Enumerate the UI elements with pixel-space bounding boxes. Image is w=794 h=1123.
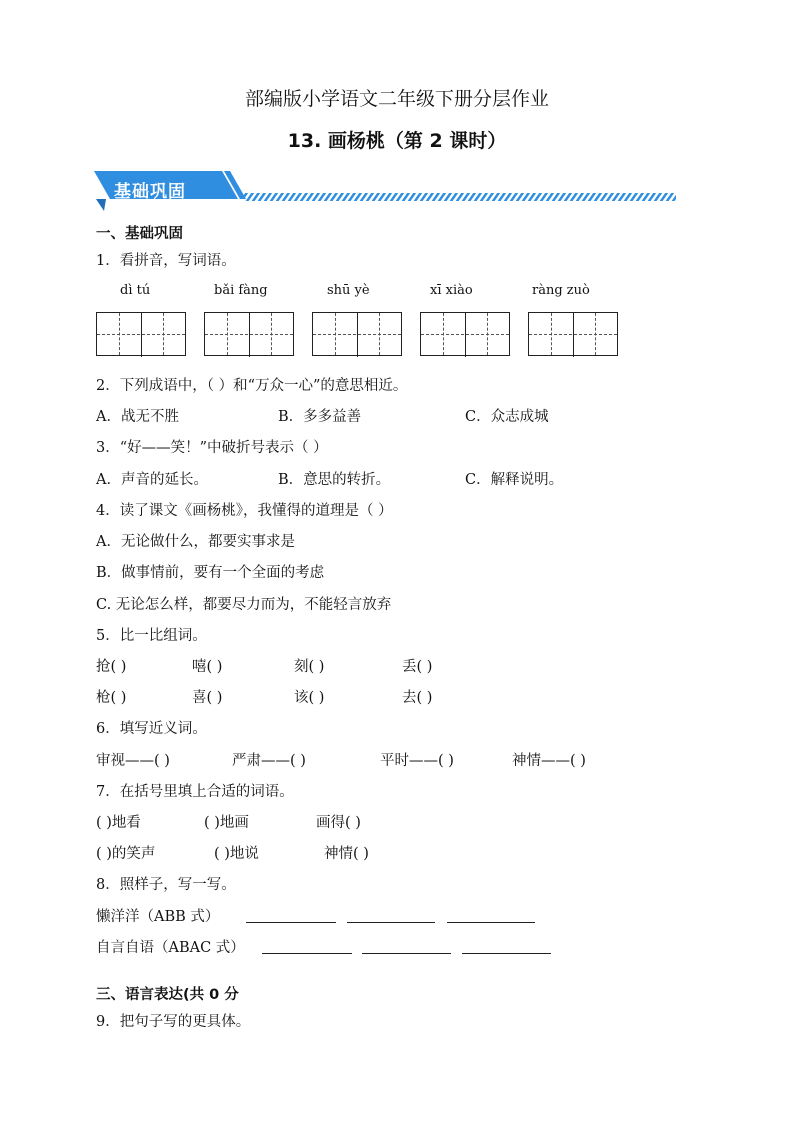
question-2-stem: 2．下列成语中，（ ）和“万众一心”的意思相近。	[96, 378, 408, 394]
writing-grid-2[interactable]	[204, 312, 294, 356]
question-8-stem: 8．照样子，写一写。	[96, 877, 236, 893]
compare-word-7[interactable]: 该( )	[294, 690, 325, 706]
synonym-item-3[interactable]: 平时——( )	[380, 753, 454, 769]
page-title: 部编版小学语文二年级下册分层作业	[244, 88, 549, 110]
question-7-stem: 7．在括号里填上合适的词语。	[96, 784, 294, 800]
question-3-stem: 3．“好——笑！”中破折号表示（ ）	[96, 440, 328, 456]
writing-grid-1[interactable]	[96, 312, 186, 356]
writing-grid-4[interactable]	[420, 312, 510, 356]
banner-label: 基础巩固	[114, 182, 186, 202]
fill-word-1[interactable]: ( )地看	[96, 815, 141, 831]
question-6-stem: 6．填写近义词。	[96, 721, 207, 737]
question-3-option-c[interactable]: C．解释说明。	[465, 472, 564, 488]
fill-word-4[interactable]: ( )的笑声	[96, 846, 156, 862]
question-9-stem: 9．把句子写的更具体。	[96, 1014, 251, 1030]
compare-word-2[interactable]: 嘻( )	[192, 659, 223, 675]
synonym-item-2[interactable]: 严肃——( )	[232, 753, 306, 769]
section-heading-expression: 三、语言表达(共 0 分	[96, 987, 239, 1003]
compare-word-3[interactable]: 刻( )	[294, 659, 325, 675]
question-3-option-a[interactable]: A．声音的延长。	[96, 472, 208, 488]
compare-word-1[interactable]: 抢( )	[96, 659, 127, 675]
answer-line-abac-2[interactable]	[362, 953, 451, 954]
answer-line-abac-1[interactable]	[262, 953, 352, 954]
pattern-abac-label: 自言自语（ABAC 式）	[96, 940, 245, 956]
question-4-option-a[interactable]: A．无论做什么，都要实事求是	[96, 534, 295, 550]
question-5-stem: 5．比一比组词。	[96, 628, 207, 644]
fill-word-2[interactable]: ( )地画	[204, 815, 249, 831]
question-1-stem: 1．看拼音，写词语。	[96, 253, 236, 269]
pinyin-4: xī xiào	[430, 283, 473, 298]
lesson-title: 13. 画杨桃（第 2 课时）	[287, 130, 507, 152]
answer-line-abb-3[interactable]	[447, 922, 535, 923]
answer-line-abb-2[interactable]	[347, 922, 435, 923]
question-3-option-b[interactable]: B．意思的转折。	[278, 472, 391, 488]
pinyin-3: shū yè	[327, 283, 370, 298]
section-heading-basic: 一、基础巩固	[96, 226, 183, 242]
synonym-item-1[interactable]: 审视——( )	[96, 753, 170, 769]
answer-line-abb-1[interactable]	[246, 922, 336, 923]
synonym-item-4[interactable]: 神情——( )	[512, 753, 586, 769]
question-4-stem: 4．读了课文《画杨桃》，我懂得的道理是（ ）	[96, 503, 393, 519]
writing-grid-5[interactable]	[528, 312, 618, 356]
writing-grid-3[interactable]	[312, 312, 402, 356]
fill-word-6[interactable]: 神情( )	[324, 846, 369, 862]
answer-line-abac-3[interactable]	[462, 953, 551, 954]
question-2-option-b[interactable]: B．多多益善	[278, 409, 362, 425]
pinyin-1: dì tú	[120, 283, 151, 298]
question-2-option-a[interactable]: A．战无不胜	[96, 409, 179, 425]
compare-word-5[interactable]: 枪( )	[96, 690, 127, 706]
question-4-option-c[interactable]: C. 无论怎么样，都要尽力而为，不能轻言放弃	[96, 597, 392, 613]
pinyin-5: ràng zuò	[532, 283, 590, 298]
pattern-abb-label: 懒洋洋（ABB 式）	[96, 909, 220, 925]
question-2-option-c[interactable]: C．众志成城	[465, 409, 549, 425]
fill-word-3[interactable]: 画得( )	[316, 815, 361, 831]
fill-word-5[interactable]: ( )地说	[214, 846, 259, 862]
compare-word-4[interactable]: 丢( )	[402, 659, 433, 675]
question-4-option-b[interactable]: B．做事情前，要有一个全面的考虑	[96, 565, 325, 581]
pinyin-2: bǎi fàng	[214, 283, 268, 298]
compare-word-6[interactable]: 喜( )	[192, 690, 223, 706]
compare-word-8[interactable]: 去( )	[402, 690, 433, 706]
